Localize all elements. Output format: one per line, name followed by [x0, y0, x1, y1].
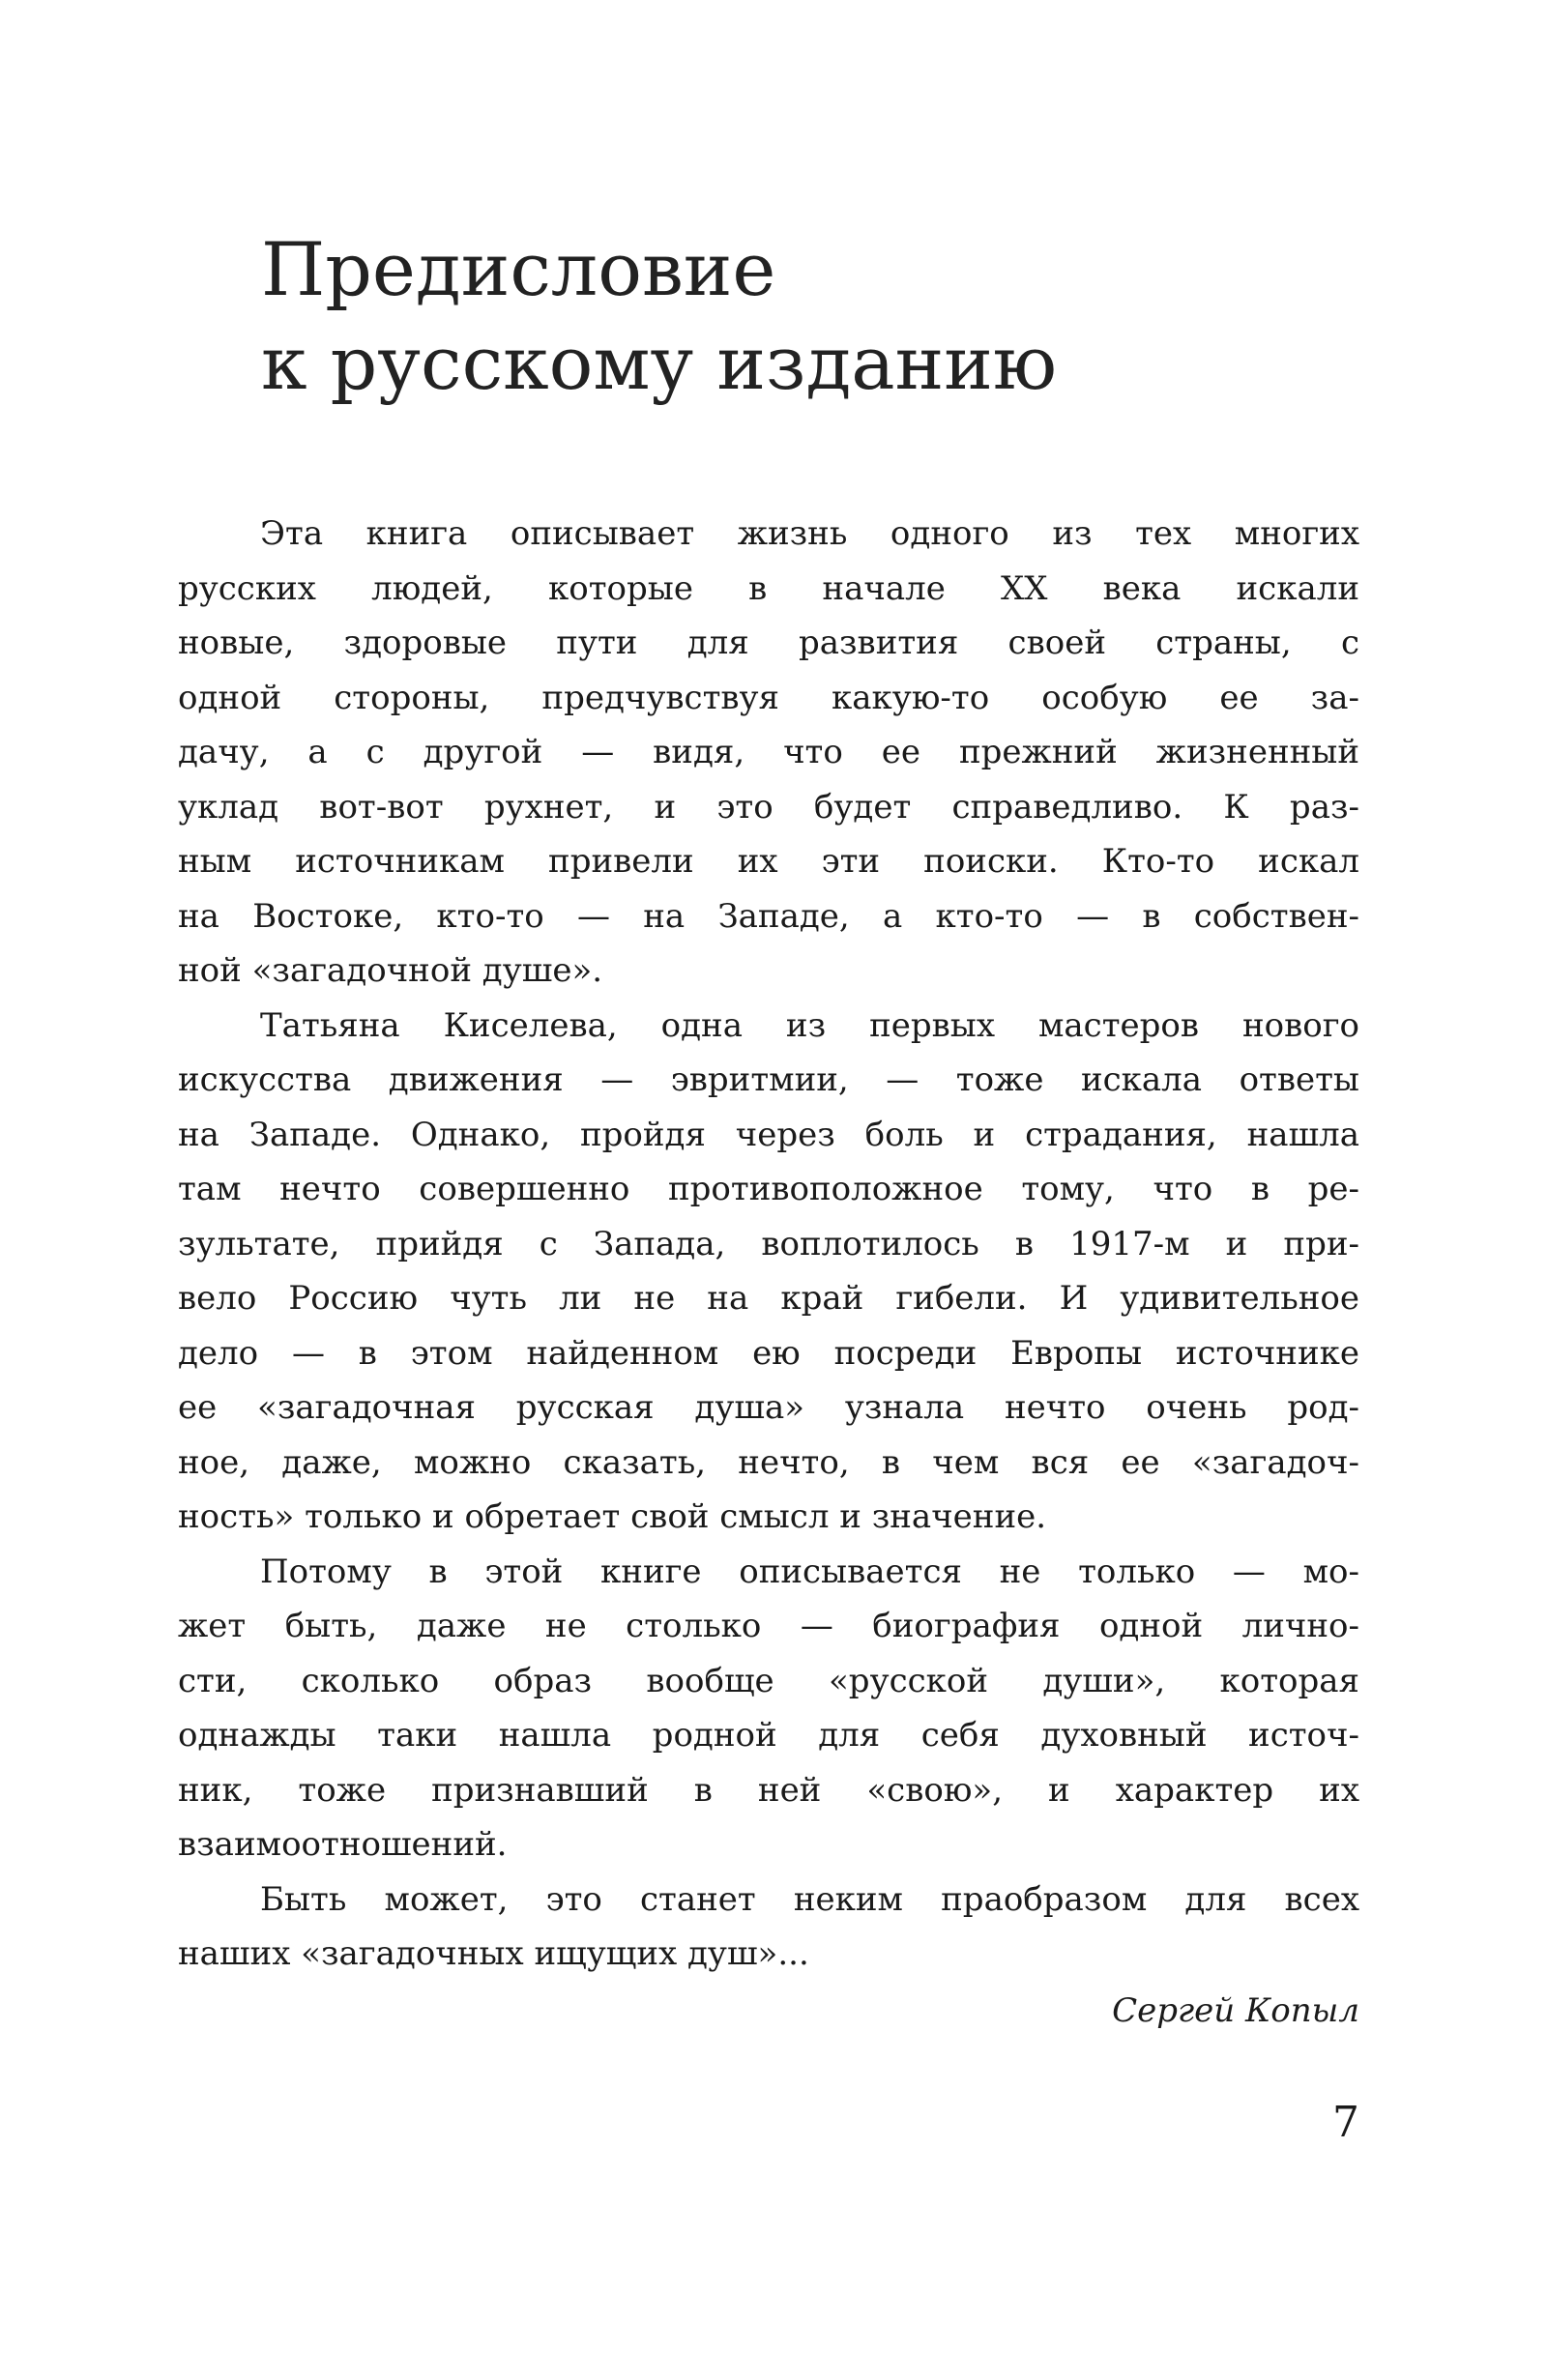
text-line: Татьяна Киселева, одна из первых мастеров нового — [260, 1005, 1359, 1045]
text-line: ее «загадочная русская душа» узнала нечто очень род- — [178, 1388, 1359, 1427]
text-line: однажды таки нашла родной для себя духовный источ- — [178, 1716, 1359, 1755]
text-line: жет быть, даже не столько — биография одной лично- — [178, 1607, 1359, 1645]
text-line: ник, тоже признавший в ней «свою», и характер их — [178, 1770, 1359, 1810]
text-line: наших «загадочных ищущих душ»... — [178, 1934, 809, 1973]
text-line: ное, даже, можно сказать, нечто, в чем вся ее «загадоч- — [178, 1442, 1359, 1482]
text-line: Быть может, это станет неким праобразом для всех — [260, 1879, 1359, 1919]
chapter-title-line-2: к русскому изданию — [261, 320, 1058, 406]
text-line: там нечто совершенно противоположное тому, что в ре- — [178, 1170, 1359, 1208]
text-line: дело — в этом найденном ею посреди Европы источнике — [178, 1333, 1359, 1373]
text-line: уклад вот-вот рухнет, и это будет справедливо. К раз- — [178, 787, 1359, 827]
text-line: ным источникам привели их эти поиски. Кто-то искал — [178, 842, 1359, 881]
text-line: дачу, а с другой — видя, что ее прежний жизненный — [178, 733, 1359, 771]
page-number: 7 — [1332, 2098, 1359, 2147]
text-line: ной «загадочной душе». — [178, 951, 603, 990]
text-line: на Востоке, кто-то — на Западе, а кто-то — в собствен- — [178, 896, 1359, 936]
chapter-title — [261, 222, 1373, 410]
text-line: Эта книга описывает жизнь одного из тех многих — [260, 514, 1359, 553]
text-line: вело Россию чуть ли не на край гибели. И удивительное — [178, 1279, 1359, 1318]
text-line: зультате, прийдя с Запада, воплотилось в 1917-м и при- — [178, 1224, 1359, 1263]
body-text — [178, 507, 1359, 1982]
text-line: ность» только и обретает свой смысл и значение. — [178, 1497, 1047, 1536]
text-line: искусства движения — эвритмии, — тоже искала ответы — [178, 1060, 1359, 1099]
author-signature: Сергей Копыл — [1112, 1991, 1359, 2030]
text-line: Потому в этой книге описывается не только — мо- — [260, 1552, 1359, 1591]
text-line: новые, здоровые пути для развития своей страны, с — [178, 624, 1359, 662]
chapter-title-line-1: Предисловие — [261, 226, 776, 312]
text-line: сти, сколько образ вообще «русской души», которая — [178, 1661, 1359, 1700]
text-line: одной стороны, предчувствуя какую-то особую ее за- — [178, 678, 1359, 717]
text-line: на Западе. Однако, пройдя через боль и страдания, нашла — [178, 1115, 1359, 1154]
text-line: русских людей, которые в начале XX века искали — [178, 568, 1359, 608]
text-line: взаимоотношений. — [178, 1825, 508, 1864]
